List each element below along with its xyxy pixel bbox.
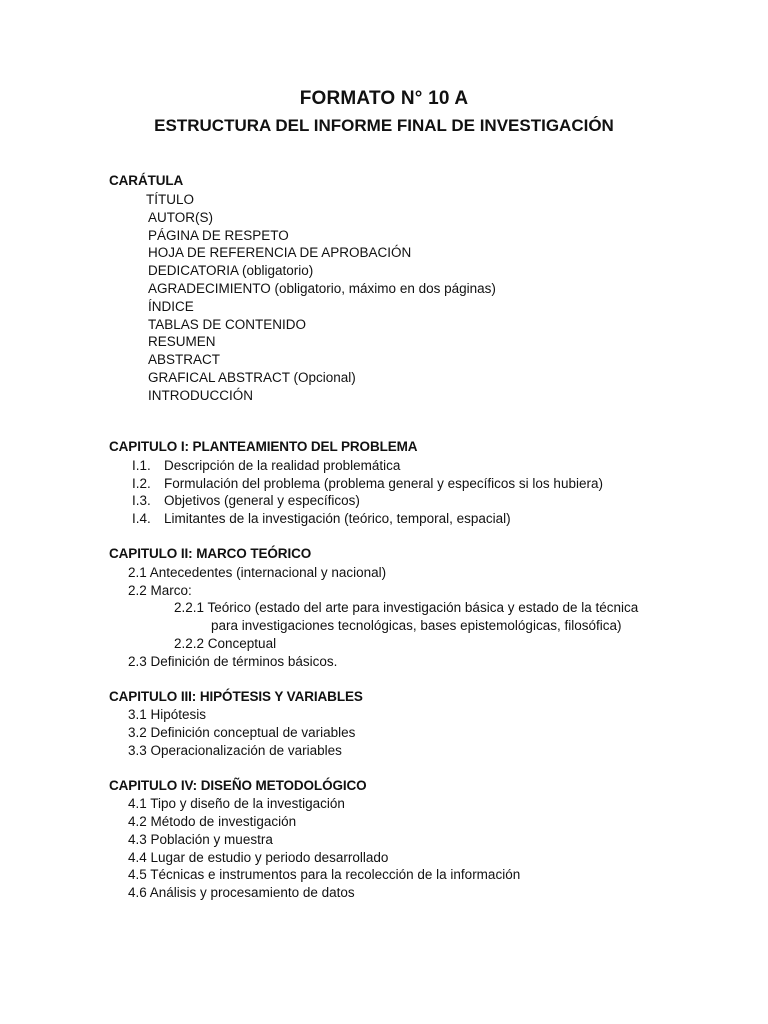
list-item: DEDICATORIA (obligatorio) [148,263,314,278]
list-item [132,457,400,474]
list-item: 2.2.1 Teórico (estado del arte para investigación básica y estado de la técnica [174,600,639,615]
list-item: AGRADECIMIENTO (obligatorio, máximo en dos páginas) [148,281,496,296]
item-text: Limitantes de la investigación (teórico, temporal, espacial) [164,511,511,526]
list-item: TABLAS DE CONTENIDO [148,317,307,332]
list-item: 2.2 Marco: [128,583,192,598]
list-item: 4.2 Método de investigación [128,814,297,829]
item-number: I.2. [132,476,151,491]
list-item: 4.5 Técnicas e instrumentos para la recolección de la información [128,867,521,882]
document-title: FORMATO N° 10 A [299,88,469,109]
item-number: I.3. [132,493,151,508]
list-item: 2.1 Antecedentes (internacional y nacional) [128,565,387,580]
list-item [132,510,511,527]
section-heading-cap4: CAPITULO IV: DISEÑO METODOLÓGICO [109,778,367,793]
section-heading-cap2: CAPITULO II: MARCO TEÓRICO [109,546,312,561]
list-item [132,492,360,509]
list-item: 4.4 Lugar de estudio y periodo desarrollado [128,850,389,865]
section-heading-cap3: CAPITULO III: HIPÓTESIS Y VARIABLES [109,689,363,704]
list-item: 4.6 Análisis y procesamiento de datos [128,885,355,900]
document-subtitle: ESTRUCTURA DEL INFORME FINAL DE INVESTIGACIÓN [154,116,614,135]
list-item: 3.1 Hipótesis [128,707,207,722]
list-item-continuation: para investigaciones tecnológicas, bases epistemológicas, filosófica) [211,618,622,633]
item-text: Objetivos (general y específicos) [164,493,360,508]
list-item: 2.3 Definición de términos básicos. [128,654,338,669]
section-heading-caratula: CARÁTULA [109,173,184,188]
section-heading-cap1: CAPITULO I: PLANTEAMIENTO DEL PROBLEMA [109,439,418,454]
list-item: PÁGINA DE RESPETO [148,228,289,243]
list-item: GRAFICAL ABSTRACT (Opcional) [148,370,356,385]
list-item: ÍNDICE [148,299,194,314]
list-item: AUTOR(S) [148,210,214,225]
item-text: Descripción de la realidad problemática [164,458,401,473]
list-item: HOJA DE REFERENCIA DE APROBACIÓN [148,245,412,260]
item-text: Formulación del problema (problema general y específicos si los hubiera) [164,476,603,491]
list-item: INTRODUCCIÓN [148,388,253,403]
item-number: I.1. [132,458,151,473]
list-item: 4.3 Población y muestra [128,832,273,847]
list-item: 3.3 Operacionalización de variables [128,743,342,758]
list-item: 2.2.2 Conceptual [174,636,277,651]
list-item: 4.1 Tipo y diseño de la investigación [128,796,345,811]
list-item: 3.2 Definición conceptual de variables [128,725,356,740]
list-item [132,475,603,492]
list-item: ABSTRACT [148,352,221,367]
item-number: I.4. [132,511,151,526]
list-item: TÍTULO [146,192,195,207]
list-item: RESUMEN [148,334,216,349]
